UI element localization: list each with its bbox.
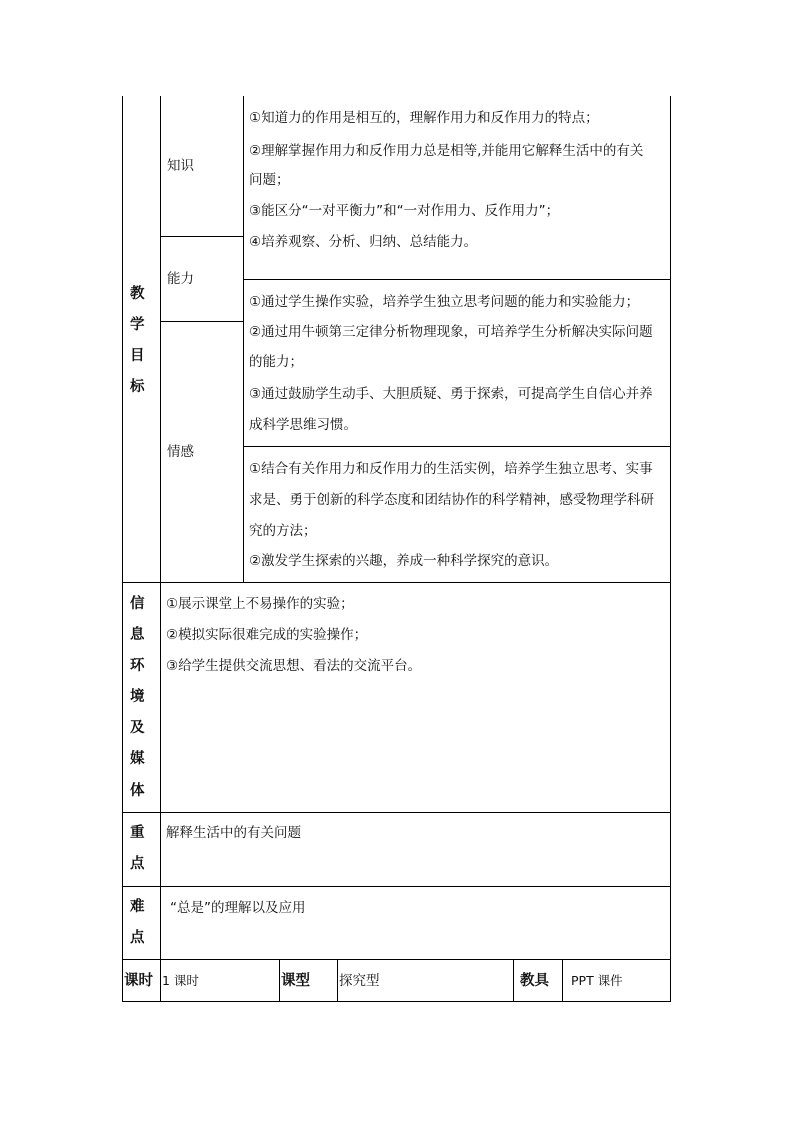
- emotion-line: 究的方法；: [249, 523, 317, 539]
- emotion-label: 情感: [167, 444, 194, 460]
- media-bottom: [122, 812, 671, 813]
- ability-line: ③通过鼓励学生动手、大胆质疑、勇于探索，可提高学生自信心并养: [249, 386, 653, 402]
- ability-line: 成科学思维习惯。: [249, 417, 357, 433]
- ability-line: ①通过学生操作实验，培养学生独立思考问题的能力和实验能力；: [249, 294, 640, 310]
- ability-line: 的能力；: [249, 354, 303, 370]
- goals-header-char: 学: [130, 317, 145, 333]
- period-label: 课时: [124, 973, 153, 989]
- ability-label-bottom: [160, 321, 243, 322]
- media-header-char: 及: [130, 720, 145, 736]
- media-header-char: 信: [130, 596, 145, 612]
- table-border-left: [122, 96, 123, 1002]
- media-header-char: 环: [130, 658, 145, 674]
- period-value: 1 课时: [162, 973, 199, 988]
- tools-value: PPT 课件: [571, 973, 623, 988]
- keypoint-header-char: 重: [130, 825, 145, 841]
- goals-header-char: 标: [130, 379, 145, 395]
- media-header-char: 息: [130, 627, 145, 643]
- media-header-char: 媒: [130, 751, 145, 767]
- goals-header-divider: [160, 96, 161, 582]
- emotion-line: ①结合有关作用力和反作用力的生活实例，培养学生独立思考、实事: [249, 461, 653, 477]
- ability-content-bottom: [243, 446, 670, 447]
- media-header-char: 体: [130, 783, 145, 799]
- ability-line: ②通过用牛顿第三定律分析物理现象，可培养学生分析解决实际问题: [249, 324, 653, 340]
- footer-divider-5: [562, 959, 563, 1002]
- difficulty-header-char: 点: [130, 930, 145, 946]
- difficulty-header-char: 难: [130, 899, 145, 915]
- keypoint-header-char: 点: [130, 856, 145, 872]
- tools-label: 教具: [520, 973, 549, 989]
- knowledge-line: ②理解掌握作用力和反作用力总是相等,并能用它解释生活中的有关: [249, 143, 644, 159]
- lower-header-divider: [160, 582, 161, 959]
- type-value: 探究型: [339, 973, 380, 989]
- type-label: 课型: [281, 973, 310, 989]
- difficulty-bottom: [122, 959, 671, 960]
- goals-header-char: 教: [130, 286, 145, 302]
- ability-label: 能力: [167, 271, 194, 287]
- goals-label-divider: [243, 96, 244, 582]
- difficulty-text: “总是”的理解以及应用: [170, 900, 306, 916]
- media-line: ②模拟实际很难完成的实验操作；: [166, 627, 368, 643]
- media-line: ③给学生提供交流思想、看法的交流平台。: [166, 658, 422, 674]
- keypoint-bottom: [122, 886, 671, 887]
- knowledge-content-bottom: [243, 279, 670, 280]
- knowledge-line: ④培养观察、分析、归纳、总结能力。: [249, 234, 478, 250]
- media-line: ①展示课堂上不易操作的实验；: [166, 596, 354, 612]
- footer-divider-4: [513, 959, 514, 1002]
- table-border-bottom: [122, 1001, 671, 1002]
- knowledge-line: ③能区分“一对平衡力”和“一对作用力、反作用力”；: [249, 203, 560, 219]
- knowledge-line: 问题；: [249, 172, 290, 188]
- footer-divider-1: [160, 959, 161, 1002]
- media-header-char: 境: [130, 689, 145, 705]
- emotion-line: ②激发学生探索的兴趣，养成一种科学探究的意识。: [249, 553, 559, 569]
- keypoint-text: 解释生活中的有关问题: [166, 825, 301, 841]
- knowledge-line: ①知道力的作用是相互的，理解作用力和反作用力的特点；: [249, 110, 599, 126]
- footer-divider-2: [279, 959, 280, 1002]
- goals-header-char: 目: [130, 348, 145, 364]
- knowledge-label: 知识: [167, 158, 194, 174]
- table-border-right: [670, 96, 671, 1002]
- emotion-line: 求是、勇于创新的科学态度和团结协作的科学精神，感受物理学科研: [249, 492, 654, 508]
- knowledge-label-bottom: [160, 236, 243, 237]
- footer-divider-3: [337, 959, 338, 1002]
- goals-bottom: [122, 582, 671, 583]
